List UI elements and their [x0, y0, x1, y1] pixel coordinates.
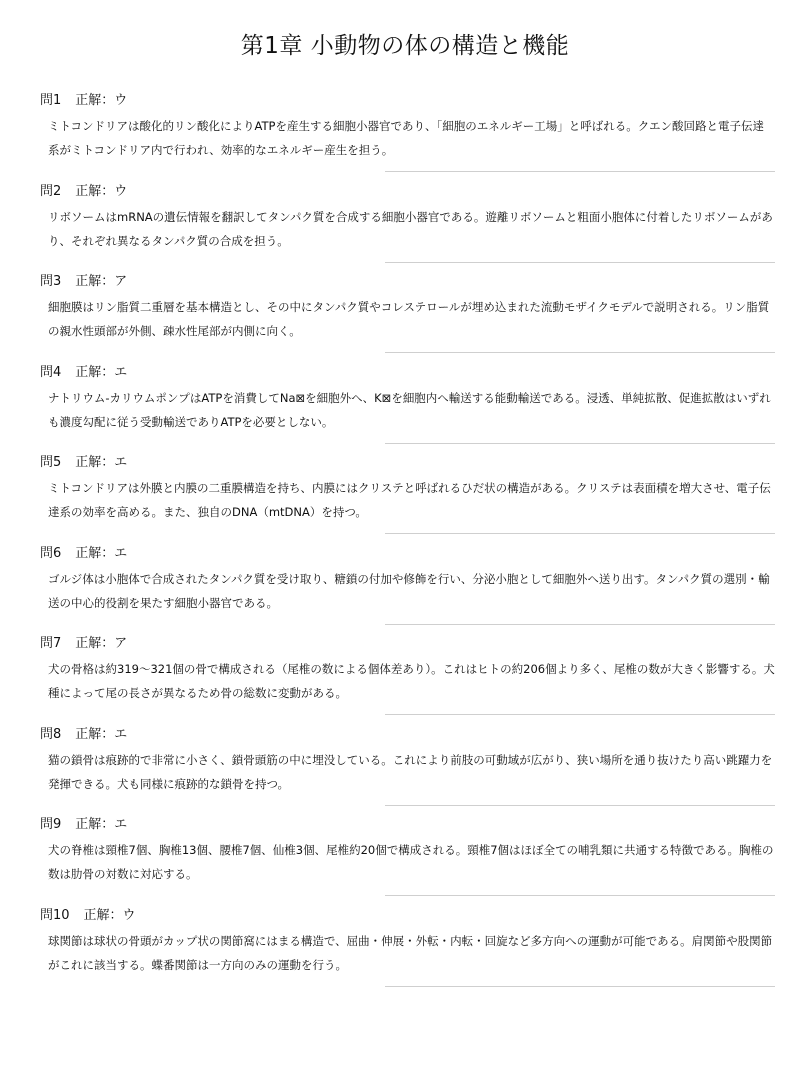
answer-item — [40, 362, 775, 453]
answer-header — [40, 633, 775, 655]
answer-item — [40, 271, 775, 362]
answer-item — [40, 905, 775, 996]
answer-header — [40, 452, 775, 474]
question-number: 問9 — [40, 817, 62, 832]
explanation-text: リボソームはmRNAの遺伝情報を翻訳してタンパク質を合成する細胞小器官である。遊離リボソームと粗面小胞体に付着したリボソームがあり、それぞれ異なるタンパク質の合成を担う。 — [48, 209, 773, 248]
correct-answer: 正解：ウ — [75, 183, 128, 199]
explanation-text: ミトコンドリアは外膜と内膜の二重膜構造を持ち、内膜にはクリステと呼ばれるひだ状の構造がある。クリステは表面積を増大させ、電子伝達系の効率を高める。また、独自のDNA（mtDNA）を持つ。 — [48, 481, 771, 519]
correct-answer: 正解：ア — [75, 636, 128, 651]
divider — [385, 443, 775, 444]
divider — [385, 895, 775, 896]
explanation-text: 猫の鎖骨は痕跡的で非常に小さく、鎖骨頭筋の中に埋没している。これにより前肢の可動域が広がり、狭い場所を通り抜けたり高い跳躍力を発揮できる。犬も同様に痕跡的な鎖骨を持つ。 — [48, 752, 773, 791]
answer-item — [40, 90, 775, 181]
explanation-text: 犬の骨格は約319〜321個の骨で構成される（尾椎の数による個体差あり）。これはヒトの約206個より多く、尾椎の数が大きく影響する。犬種によって尾の長さが異なるため骨の総数に変動がある。 — [48, 662, 775, 700]
correct-answer: 正解：ア — [75, 274, 128, 289]
explanation-text: 球関節は球状の骨頭がカップ状の関節窩にはまる構造で、屈曲・伸展・外転・内転・回旋など多方向への運動が可能である。肩関節や股関節がこれに該当する。蝶番関節は一方向のみの運動を行う。 — [48, 933, 773, 972]
explanation-text: ミトコンドリアは酸化的リン酸化によりATPを産生する細胞小器官であり、「細胞のエネルギー工場」と呼ばれる。クエン酸回路と電子伝達系がミトコンドリア内で行われ、効率的なエネルギー産生を担う。 — [48, 119, 764, 157]
correct-answer: 正解：エ — [75, 455, 128, 470]
answer-header — [40, 543, 775, 565]
answer-item — [40, 181, 775, 272]
divider — [385, 714, 775, 715]
answer-header — [40, 362, 775, 384]
answer-list — [40, 90, 775, 995]
correct-answer: 正解：エ — [75, 817, 128, 832]
answer-header — [40, 724, 775, 746]
question-number: 問10 — [40, 907, 70, 923]
question-number: 問2 — [40, 183, 62, 199]
question-number: 問8 — [40, 726, 62, 742]
answer-header — [40, 90, 775, 112]
answer-header — [40, 271, 775, 293]
answer-item — [40, 633, 775, 724]
answer-header — [40, 905, 775, 927]
answer-item — [40, 543, 775, 634]
divider — [385, 533, 775, 534]
explanation-text: ナトリウム-カリウムポンプはATPを消費してNa⊠を細胞外へ、K⊠を細胞内へ輸送する能動輸送である。浸透、単純拡散、促進拡散はいずれも濃度勾配に従う受動輸送でありATPを必要としない。 — [48, 390, 771, 429]
correct-answer: 正解：ウ — [75, 93, 128, 108]
question-number: 問5 — [40, 455, 62, 470]
explanation-text: 細胞膜はリン脂質二重層を基本構造とし、その中にタンパク質やコレステロールが埋め込まれた流動モザイクモデルで説明される。リン脂質の親水性頭部が外側、疎水性尾部が内側に向く。 — [48, 300, 770, 338]
explanation-text: 犬の脊椎は頸椎7個、胸椎13個、腰椎7個、仙椎3個、尾椎約20個で構成される。頸椎7個はほぼ全ての哺乳類に共通する特徴である。胸椎の数は肋骨の対数に対応する。 — [48, 843, 774, 881]
correct-answer: 正解：エ — [75, 364, 128, 380]
answer-header — [40, 181, 775, 203]
question-number: 問1 — [40, 93, 62, 108]
answer-item — [40, 814, 775, 905]
divider — [385, 171, 775, 172]
divider — [385, 624, 775, 625]
divider — [385, 986, 775, 987]
divider — [385, 805, 775, 806]
divider — [385, 352, 775, 353]
answer-item — [40, 452, 775, 543]
correct-answer: 正解：エ — [75, 726, 128, 742]
answer-header — [40, 814, 775, 836]
answer-item — [40, 724, 775, 815]
explanation-text: ゴルジ体は小胞体で合成されたタンパク質を受け取り、糖鎖の付加や修飾を行い、分泌小胞として細胞外へ送り出す。タンパク質の選別・輸送の中心的役割を果たす細胞小器官である。 — [48, 571, 770, 610]
question-number: 問3 — [40, 274, 62, 289]
question-number: 問7 — [40, 636, 62, 651]
divider — [385, 262, 775, 263]
correct-answer: 正解：ウ — [83, 907, 136, 923]
correct-answer: 正解：エ — [75, 545, 128, 561]
question-number: 問4 — [40, 364, 62, 380]
question-number: 問6 — [40, 545, 62, 561]
page-title: 第1章 小動物の体の構造と機能 — [240, 33, 570, 59]
